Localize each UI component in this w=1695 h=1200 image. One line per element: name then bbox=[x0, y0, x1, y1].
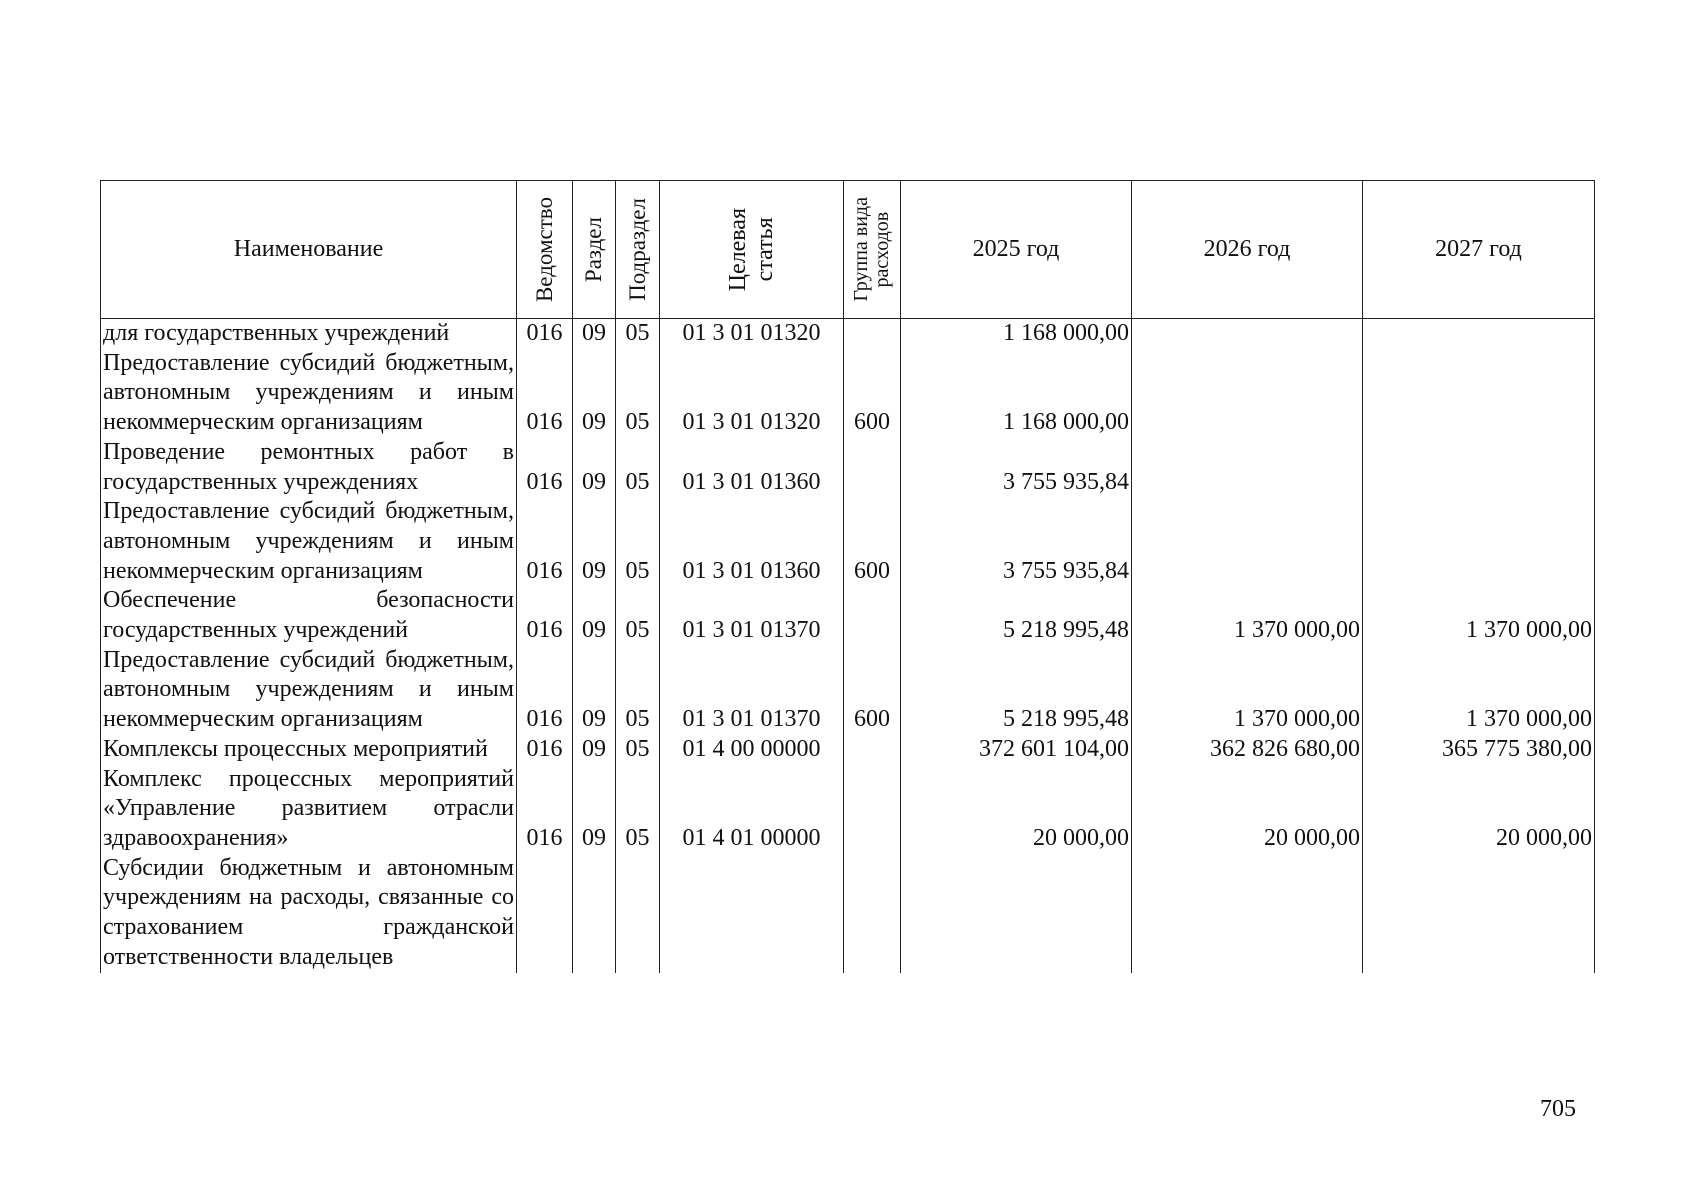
row-gruppa: 600 bbox=[844, 349, 901, 438]
row-podrazdel: 05 bbox=[616, 497, 660, 586]
row-razdel: 09 bbox=[573, 349, 616, 438]
row-celevaya-statya: 01 3 01 01370 bbox=[660, 646, 844, 735]
header-gruppa-vida-rashodov: Группа вида расходов bbox=[844, 181, 901, 319]
row-2025: 5 218 995,48 bbox=[901, 586, 1132, 645]
row-2025: 5 218 995,48 bbox=[901, 646, 1132, 735]
row-name: Предоставление субсидий бюджетным, автономным учреждениям и иным некоммерческим организациям bbox=[101, 646, 517, 735]
row-2027: 365 775 380,00 bbox=[1363, 735, 1595, 765]
row-vedomstvo: 016 bbox=[517, 438, 573, 497]
row-name: Предоставление субсидий бюджетным, автономным учреждениям и иным некоммерческим организациям bbox=[101, 497, 517, 586]
header-celevaya-statya: Целевая статья bbox=[660, 181, 844, 319]
table-row bbox=[101, 349, 1595, 438]
row-2025: 20 000,00 bbox=[901, 765, 1132, 854]
row-celevaya-statya: 01 3 01 01320 bbox=[660, 349, 844, 438]
header-razdel: Раздел bbox=[573, 181, 616, 319]
row-razdel: 09 bbox=[573, 765, 616, 854]
row-2025: 3 755 935,84 bbox=[901, 438, 1132, 497]
table-row bbox=[101, 735, 1595, 765]
header-2027: 2027 год bbox=[1363, 181, 1595, 319]
header-2025: 2025 год bbox=[901, 181, 1132, 319]
row-2027 bbox=[1363, 319, 1595, 349]
row-2026 bbox=[1132, 854, 1363, 973]
table-row bbox=[101, 319, 1595, 349]
row-2025 bbox=[901, 854, 1132, 973]
table-row bbox=[101, 497, 1595, 586]
row-gruppa bbox=[844, 586, 901, 645]
row-2027 bbox=[1363, 497, 1595, 586]
row-2025: 1 168 000,00 bbox=[901, 349, 1132, 438]
row-name: Предоставление субсидий бюджетным, автономным учреждениям и иным некоммерческим организациям bbox=[101, 349, 517, 438]
row-razdel: 09 bbox=[573, 646, 616, 735]
row-2026: 362 826 680,00 bbox=[1132, 735, 1363, 765]
row-podrazdel: 05 bbox=[616, 646, 660, 735]
row-gruppa: 600 bbox=[844, 497, 901, 586]
row-gruppa bbox=[844, 765, 901, 854]
row-vedomstvo: 016 bbox=[517, 586, 573, 645]
row-vedomstvo bbox=[517, 854, 573, 973]
budget-table bbox=[100, 180, 1595, 973]
row-gruppa bbox=[844, 854, 901, 973]
row-podrazdel: 05 bbox=[616, 349, 660, 438]
row-gruppa bbox=[844, 438, 901, 497]
row-gruppa bbox=[844, 319, 901, 349]
row-celevaya-statya: 01 3 01 01320 bbox=[660, 319, 844, 349]
row-razdel: 09 bbox=[573, 586, 616, 645]
row-name: Проведение ремонтных работ в государственных учреждениях bbox=[101, 438, 517, 497]
row-2026 bbox=[1132, 349, 1363, 438]
row-vedomstvo: 016 bbox=[517, 646, 573, 735]
row-podrazdel bbox=[616, 854, 660, 973]
row-celevaya-statya: 01 3 01 01370 bbox=[660, 586, 844, 645]
row-vedomstvo: 016 bbox=[517, 349, 573, 438]
row-name: Обеспечение безопасности государственных учреждений bbox=[101, 586, 517, 645]
table-row bbox=[101, 854, 1595, 973]
row-2026 bbox=[1132, 319, 1363, 349]
row-celevaya-statya: 01 4 01 00000 bbox=[660, 765, 844, 854]
table-header-row bbox=[101, 181, 1595, 319]
row-celevaya-statya: 01 3 01 01360 bbox=[660, 438, 844, 497]
row-2026: 1 370 000,00 bbox=[1132, 586, 1363, 645]
row-2027 bbox=[1363, 438, 1595, 497]
row-podrazdel: 05 bbox=[616, 735, 660, 765]
header-2026: 2026 год bbox=[1132, 181, 1363, 319]
row-2026: 1 370 000,00 bbox=[1132, 646, 1363, 735]
row-podrazdel: 05 bbox=[616, 319, 660, 349]
row-name: Субсидии бюджетным и автономным учреждениям на расходы, связанные со страхованием гражданской ответственности владельцев bbox=[101, 854, 517, 973]
row-celevaya-statya: 01 4 00 00000 bbox=[660, 735, 844, 765]
row-name: для государственных учреждений bbox=[101, 319, 517, 349]
table-row bbox=[101, 438, 1595, 497]
row-2027: 1 370 000,00 bbox=[1363, 646, 1595, 735]
row-vedomstvo: 016 bbox=[517, 765, 573, 854]
row-name: Комплексы процессных мероприятий bbox=[101, 735, 517, 765]
row-podrazdel: 05 bbox=[616, 586, 660, 645]
row-2025: 3 755 935,84 bbox=[901, 497, 1132, 586]
row-gruppa: 600 bbox=[844, 646, 901, 735]
row-2026 bbox=[1132, 497, 1363, 586]
table-row bbox=[101, 586, 1595, 645]
header-podrazdel: Подраздел bbox=[616, 181, 660, 319]
row-razdel: 09 bbox=[573, 319, 616, 349]
page-number: 705 bbox=[1540, 1096, 1576, 1122]
row-name: Комплекс процессных мероприятий «Управление развитием отрасли здравоохранения» bbox=[101, 765, 517, 854]
row-vedomstvo: 016 bbox=[517, 319, 573, 349]
row-razdel: 09 bbox=[573, 438, 616, 497]
row-vedomstvo: 016 bbox=[517, 735, 573, 765]
row-celevaya-statya: 01 3 01 01360 bbox=[660, 497, 844, 586]
row-podrazdel: 05 bbox=[616, 438, 660, 497]
header-vedomstvo: Ведомство bbox=[517, 181, 573, 319]
row-gruppa bbox=[844, 735, 901, 765]
table-row bbox=[101, 765, 1595, 854]
row-razdel: 09 bbox=[573, 735, 616, 765]
row-2026 bbox=[1132, 438, 1363, 497]
row-2026: 20 000,00 bbox=[1132, 765, 1363, 854]
row-vedomstvo: 016 bbox=[517, 497, 573, 586]
row-2027: 20 000,00 bbox=[1363, 765, 1595, 854]
row-2027 bbox=[1363, 349, 1595, 438]
row-2027: 1 370 000,00 bbox=[1363, 586, 1595, 645]
row-celevaya-statya bbox=[660, 854, 844, 973]
row-2027 bbox=[1363, 854, 1595, 973]
row-2025: 372 601 104,00 bbox=[901, 735, 1132, 765]
row-razdel bbox=[573, 854, 616, 973]
table-row bbox=[101, 646, 1595, 735]
row-podrazdel: 05 bbox=[616, 765, 660, 854]
header-name: Наименование bbox=[101, 181, 517, 319]
row-razdel: 09 bbox=[573, 497, 616, 586]
row-2025: 1 168 000,00 bbox=[901, 319, 1132, 349]
